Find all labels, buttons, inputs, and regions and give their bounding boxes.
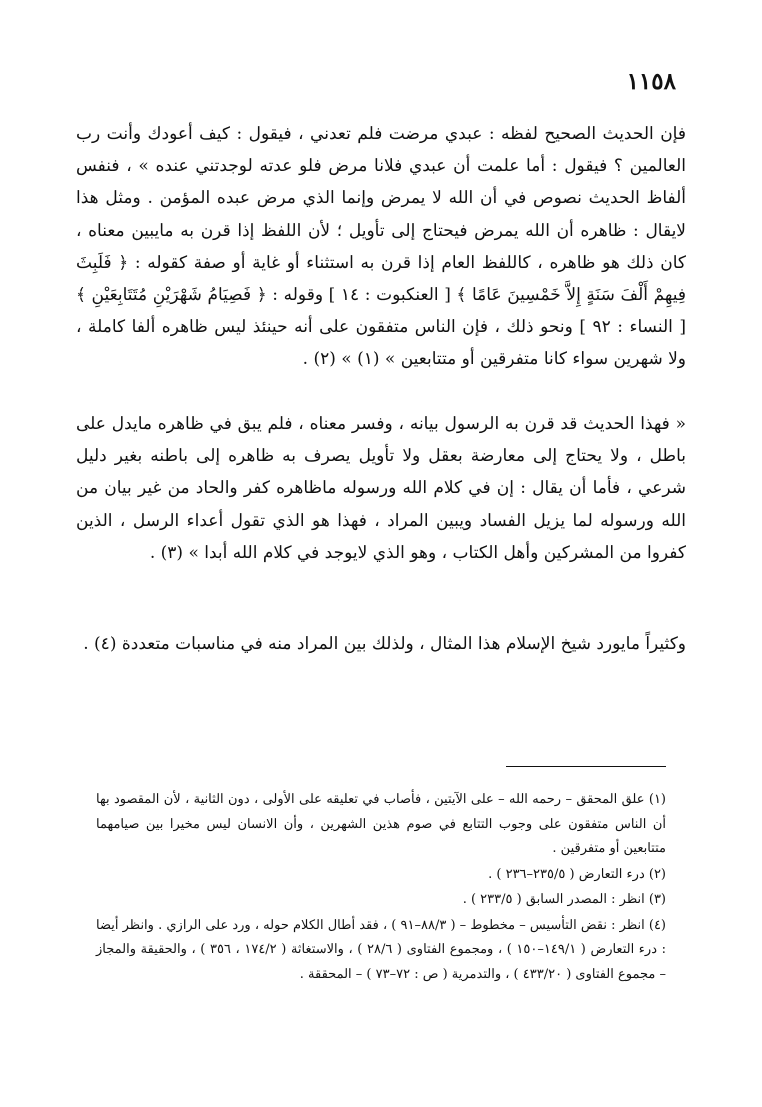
footnote-separator bbox=[506, 766, 666, 767]
footnote-1: (١) علق المحقق – رحمه الله – على الآيتين ، فأصاب في تعليقه على الأولى ، دون الثانية ، لأن المقصود بها أن الناس متفقون على وجوب التتابع في صوم هذين الشهرين ، وأن الانسان ليس مخيرا بين صيامهما متتابعين أو متفرقين . bbox=[96, 792, 666, 856]
paragraph-1: فإن الحديث الصحيح لفظه : عبدي مرضت فلم تعدني ، فيقول : كيف أعودك وأنت رب العالمين ؟ فيقول : أما علمت أن عبدي فلانا مرض فلو عدته لوجدتني عنده » ، فنفس ألفاظ الحديث نصوص في أن الله لا يمرض وإنما الذي مرض عبده المؤمن . ومثل هذا لايقال : ظاهره أن الله يمرض فيحتاج إلى تأويل ؛ لأن اللفظ إذا قرن به مايبين معناه ، كان ذلك هو ظاهره ، كاللفظ العام إذا قرن به استثناء أو غاية أو صفة كقوله : ﴿ فَلَبِثَ فِيهِمْ أَلْفَ سَنَةٍ إِلاَّ خَمْسِينَ عَامًا ﴾ [ العنكبوت : ١٤ ] وقوله : ﴿ فَصِيَامُ شَهْرَيْنِ مُتَتَابِعَيْنِ ﴾ [ النساء : ٩٢ ] ونحو ذلك ، فإن الناس متفقون على أنه حينئذ ليس ظاهره ألفا كاملة ، ولا شهرين سواء كانا متفرقين أو متتابعين » (١) » (٢) . bbox=[76, 124, 686, 370]
paragraph-2: « فهذا الحديث قد قرن به الرسول بيانه ، وفسر معناه ، فلم يبق في ظاهره مايدل على باطل ، ولا يحتاج إلى معارضة بعقل ولا تأويل يصرف به ظاهره إلى باطنه بغير دليل شرعي ، فأما أن يقال : إن في كلام الله ورسوله ماظاهره كفر والحاد من غير بيان من الله ورسوله لما يزيل الفساد ويبين المراد ، فهذا هو الذي تقول أعداء الرسل ، الذين كفروا من المشركين وأهل الكتاب ، وهو الذي لايوجد في كلام الله أبدا » (٣) . bbox=[76, 414, 686, 563]
main-text bbox=[76, 118, 686, 660]
footnote-3: (٣) انظر : المصدر السابق ( ٢٣٣/٥ ) . bbox=[462, 892, 666, 907]
footnotes bbox=[96, 788, 666, 987]
page-number: ١١٥٨ bbox=[626, 68, 676, 95]
footnote-4: (٤) انظر : نقض التأسيس – مخطوط – ( ٨٨/٣–٩١ ) ، فقد أطال الكلام حوله ، ورد على الرازي . وانظر أيضا : درء التعارض ( ١٤٩/١–١٥٠ ) ، ومجموع الفتاوى ( ٢٨/٦ ) ، والاستغاثة ( ١٧٤/٢ ، ٣٥٦ ) ، والحقيقة والمجاز – مجموع الفتاوى ( ٤٣٣/٢٠ ) ، والتدمرية ( ص : ٧٢–٧٣ ) – المحققة . bbox=[96, 917, 666, 982]
paragraph-3: وكثيراً مايورد شيخ الإسلام هذا المثال ، ولذلك بين المراد منه في مناسبات متعددة (٤) . bbox=[83, 634, 686, 654]
footnote-2: (٢) درء التعارض ( ٢٣٥/٥–٢٣٦ ) . bbox=[488, 866, 666, 882]
